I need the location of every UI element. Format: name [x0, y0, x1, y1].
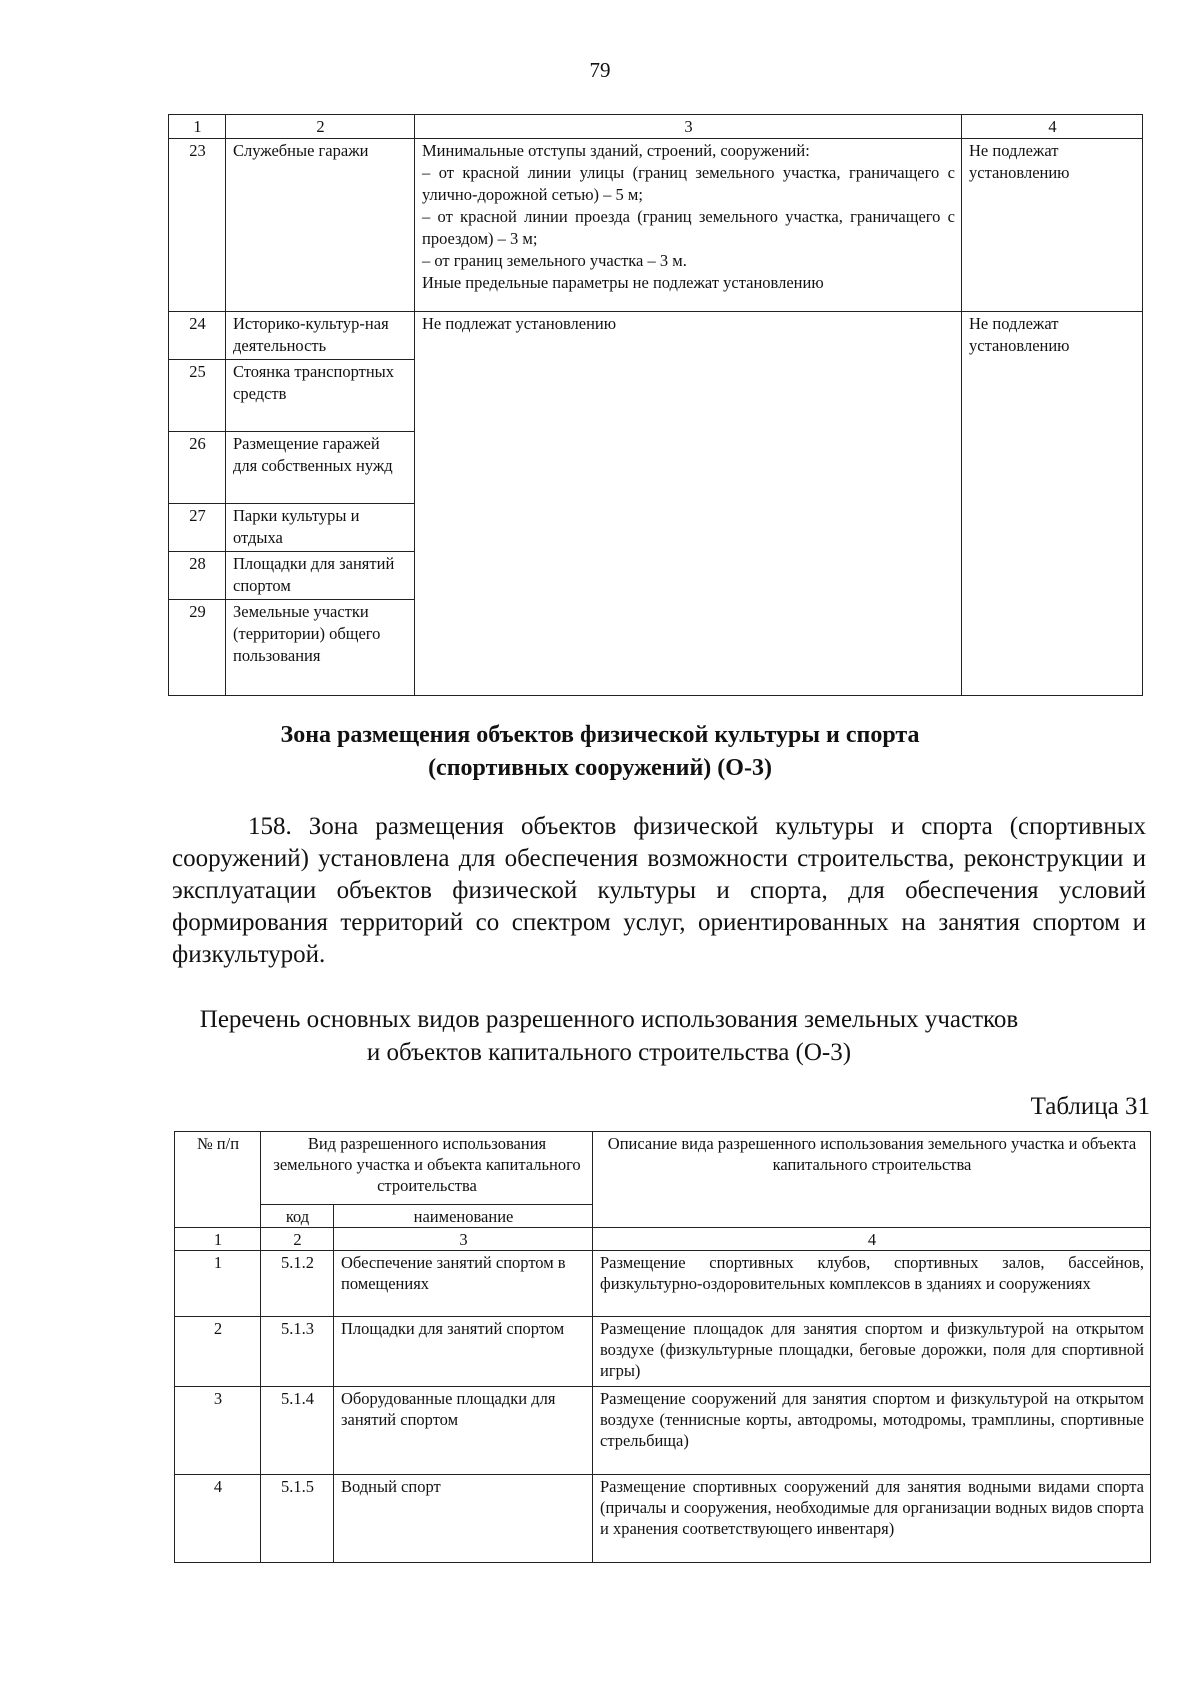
zone-title-line: Зона размещения объектов физической культуры и спорта	[280, 722, 920, 748]
parameters-cell	[415, 139, 962, 312]
page-number: 79	[589, 58, 611, 82]
row-number: 4	[175, 1475, 261, 1563]
table-row	[175, 1387, 1151, 1475]
use-description: Размещение сооружений для занятия спортом и физкультурой на открытом воздухе (теннисные корты, автодромы, мотодромы, трамплины, спортивные стрельбища)	[593, 1387, 1151, 1475]
table-31	[174, 1131, 1151, 1563]
column-number: 4	[593, 1228, 1151, 1251]
table-header-row	[175, 1132, 1151, 1205]
use-name: Стоянка транспортных средств	[226, 360, 415, 432]
list-title-line: Перечень основных видов разрешенного использования земельных участков	[199, 1006, 1019, 1033]
header-description: Описание вида разрешенного использования земельного участка и объекта капитального строительства	[593, 1132, 1151, 1228]
row-number: 25	[169, 360, 226, 432]
row-number: 26	[169, 432, 226, 504]
use-name: Парки культуры и отдыха	[226, 504, 415, 552]
column-number: 3	[334, 1228, 593, 1251]
zone-title	[0, 719, 1200, 785]
use-name: Земельные участки (территории) общего пользования	[226, 600, 415, 696]
list-title-line: и объектов капитального строительства (О-3)	[366, 1039, 852, 1066]
table-row	[169, 139, 1143, 312]
zone-title-line: (спортивных сооружений) (О-3)	[428, 755, 772, 781]
restrictions-cell: Не подлежат установлению	[962, 139, 1143, 312]
header-cell: 1	[169, 115, 226, 139]
restrictions-cell-merged: Не подлежат установлению	[962, 312, 1143, 696]
use-description: Размещение спортивных сооружений для занятия водными видами спорта (причалы и сооружения, необходимые для организации водных видов спорта и хранения соответствующего инвентаря)	[593, 1475, 1151, 1563]
header-name: наименование	[334, 1205, 593, 1228]
list-title	[0, 1003, 1200, 1069]
header-cell: 4	[962, 115, 1143, 139]
use-name: Площадки для занятий спортом	[334, 1317, 593, 1387]
column-number-row	[175, 1228, 1151, 1251]
zone-description-paragraph: 158. Зона размещения объектов физической культуры и спорта (спортивных сооружений) установлена для обеспечения возможности строительства, реконструкции и эксплуатации объектов физической культуры и спорта, для обеспечения условий формирования территорий со спектром услуг, ориентированных на занятия спортом и физкультурой.	[172, 813, 1146, 968]
table-label: Таблица 31	[1030, 1093, 1150, 1120]
column-number: 2	[261, 1228, 334, 1251]
table-row	[169, 312, 1143, 360]
header-cell: 3	[415, 115, 962, 139]
row-number: 28	[169, 552, 226, 600]
header-cell: 2	[226, 115, 415, 139]
use-code: 5.1.4	[261, 1387, 334, 1475]
row-number: 29	[169, 600, 226, 696]
parameter-line: – от красной линии проезда (границ земельного участка, граничащего с проездом) – 3 м;	[422, 207, 955, 248]
row-number: 27	[169, 504, 226, 552]
use-name: Площадки для занятий спортом	[226, 552, 415, 600]
use-name: Обеспечение занятий спортом в помещениях	[334, 1251, 593, 1317]
row-number: 2	[175, 1317, 261, 1387]
table-row	[175, 1251, 1151, 1317]
table-header-row	[169, 115, 1143, 139]
header-kind: Вид разрешенного использования земельного участка и объекта капитального строительства	[261, 1132, 593, 1205]
use-name: Оборудованные площадки для занятий спортом	[334, 1387, 593, 1475]
use-code: 5.1.3	[261, 1317, 334, 1387]
use-name: Служебные гаражи	[226, 139, 415, 312]
row-number: 1	[175, 1251, 261, 1317]
row-number: 24	[169, 312, 226, 360]
use-description: Размещение площадок для занятия спортом и физкультурой на открытом воздухе (физкультурные площадки, беговые дорожки, поля для спортивной игры)	[593, 1317, 1151, 1387]
row-number: 23	[169, 139, 226, 312]
parameter-line: Иные предельные параметры не подлежат установлению	[422, 273, 824, 292]
column-number: 1	[175, 1228, 261, 1251]
parameter-line: Минимальные отступы зданий, строений, сооружений:	[422, 141, 810, 160]
header-code: код	[261, 1205, 334, 1228]
header-num: № п/п	[175, 1132, 261, 1228]
use-name: Историко-культур-ная деятельность	[226, 312, 415, 360]
use-name: Водный спорт	[334, 1475, 593, 1563]
parameter-line: – от красной линии улицы (границ земельного участка, граничащего с улично-дорожной сетью) – 5 м;	[422, 163, 955, 204]
parameter-line: – от границ земельного участка – 3 м.	[422, 251, 687, 270]
use-description: Размещение спортивных клубов, спортивных залов, бассейнов, физкультурно-оздоровительных комплексов в зданиях и сооружениях	[593, 1251, 1151, 1317]
use-code: 5.1.5	[261, 1475, 334, 1563]
table-row	[175, 1317, 1151, 1387]
use-code: 5.1.2	[261, 1251, 334, 1317]
continuation-table	[168, 114, 1143, 696]
table-row	[175, 1475, 1151, 1563]
row-number: 3	[175, 1387, 261, 1475]
parameters-cell-merged: Не подлежат установлению	[415, 312, 962, 696]
use-name: Размещение гаражей для собственных нужд	[226, 432, 415, 504]
